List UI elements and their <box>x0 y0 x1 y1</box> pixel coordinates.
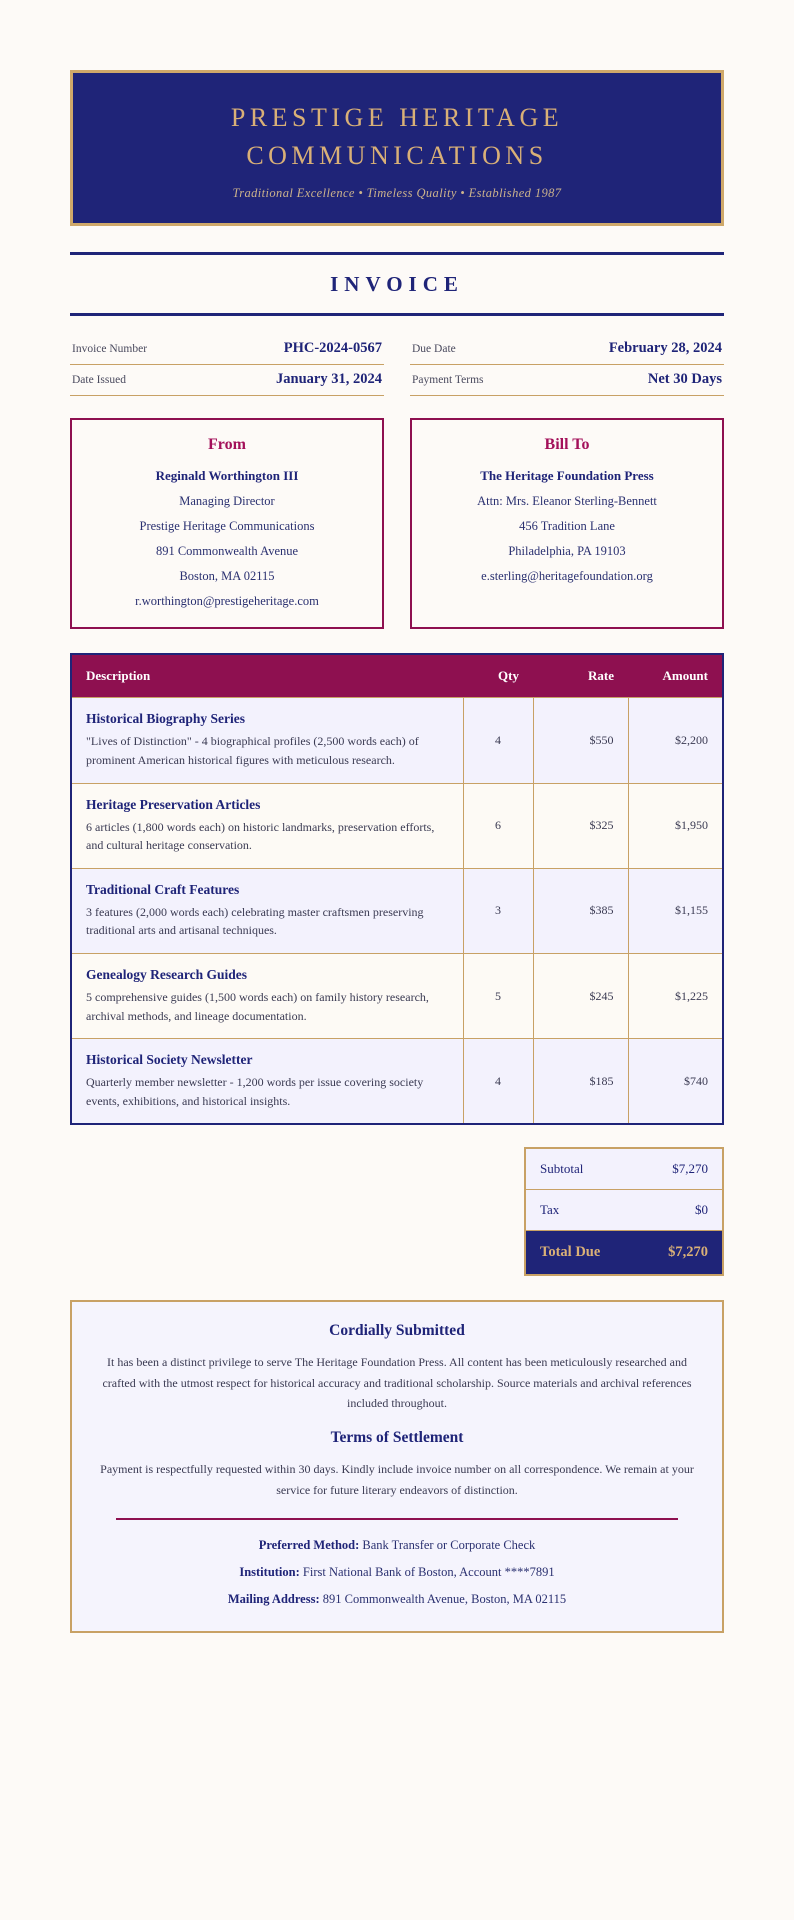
meta-row-invoice-number <box>70 334 384 365</box>
table-row <box>71 953 723 1038</box>
bill-to-email: e.sterling@heritagefoundation.org <box>481 569 653 584</box>
item-description-cell <box>71 783 463 868</box>
total-due-label: Total Due <box>540 1244 601 1261</box>
column-header-qty: Qty <box>463 654 533 698</box>
item-description-cell <box>71 868 463 953</box>
item-title: Historical Society Newsletter <box>86 1052 253 1068</box>
bill-to-line: Attn: Mrs. Eleanor Sterling-Bennett <box>477 494 657 509</box>
table-row <box>71 698 723 783</box>
totals-row-subtotal <box>526 1149 722 1190</box>
item-title: Genealogy Research Guides <box>86 966 247 982</box>
item-title: Traditional Craft Features <box>86 881 240 897</box>
payment-institution-line <box>94 1563 700 1582</box>
item-description: Quarterly member newsletter - 1,200 words per issue covering society events, exhibitions, and historical insights. <box>86 1075 424 1108</box>
from-line: Prestige Heritage Communications <box>139 519 315 534</box>
item-qty: 6 <box>463 783 533 868</box>
item-title: Heritage Preservation Articles <box>86 796 261 812</box>
bill-to-line: 456 Tradition Lane <box>519 519 615 534</box>
notes-heading: Cordially Submitted <box>329 1322 465 1340</box>
totals-section <box>70 1147 724 1276</box>
item-qty: 5 <box>463 953 533 1038</box>
meta-label: Payment Terms <box>412 374 484 387</box>
item-rate: $245 <box>533 953 628 1038</box>
item-title: Historical Biography Series <box>86 711 245 727</box>
meta-value: February 28, 2024 <box>608 340 722 357</box>
payment-institution-label: Institution: <box>239 1565 300 1580</box>
company-name: PRESTIGE HERITAGE COMMUNICATIONS <box>230 103 564 170</box>
item-description: "Lives of Distinction" - 4 biographical profiles (2,500 words each) of prominent American historical figures with meticulous research. <box>86 734 419 767</box>
from-line: Managing Director <box>179 494 275 509</box>
terms-body: Payment is respectfully requested within 30 days. Kindly include invoice number on all correspondence. We remain at your service for future literary endeavors of distinction. <box>100 1462 694 1497</box>
meta-value: Net 30 Days <box>647 371 722 388</box>
invoice-meta-left-column <box>70 334 384 396</box>
meta-label: Date Issued <box>72 374 126 387</box>
item-amount: $2,200 <box>628 698 723 783</box>
column-header-amount: Amount <box>628 654 723 698</box>
footer-notes <box>70 1300 724 1632</box>
bill-to-heading: Bill To <box>544 436 590 454</box>
item-rate: $550 <box>533 698 628 783</box>
table-row <box>71 783 723 868</box>
invoice-meta-right-column <box>410 334 724 396</box>
item-description: 3 features (2,000 words each) celebrating master craftsmen preserving traditional arts and artisanal techniques. <box>86 904 424 938</box>
tax-label: Tax <box>540 1202 560 1218</box>
meta-label: Invoice Number <box>72 343 148 356</box>
company-tagline: Traditional Excellence • Timeless Quality • Established 1987 <box>232 186 562 201</box>
meta-label: Due Date <box>412 343 456 356</box>
line-items-body <box>71 698 723 1124</box>
item-amount: $1,155 <box>628 868 723 953</box>
payment-institution-value: First National Bank of Boston, Account ****7891 <box>302 1565 555 1580</box>
table-row <box>71 1039 723 1125</box>
notes-body: It has been a distinct privilege to serve The Heritage Foundation Press. All content has been meticulously researched and crafted with the utmost respect for historical accuracy and traditional scholarship. Source materials and archival references included throughout. <box>102 1355 692 1411</box>
subtotal-value: $7,270 <box>672 1161 708 1177</box>
item-description-cell <box>71 698 463 783</box>
payment-address-value: 891 Commonwealth Avenue, Boston, MA 02115 <box>322 1591 567 1606</box>
terms-heading: Terms of Settlement <box>330 1429 464 1447</box>
table-header-row <box>71 654 723 698</box>
line-items-table <box>70 653 724 1125</box>
total-due-value: $7,270 <box>668 1244 708 1261</box>
from-line: Boston, MA 02115 <box>179 569 275 584</box>
item-rate: $385 <box>533 868 628 953</box>
totals-row-tax <box>526 1190 722 1231</box>
from-name: Reginald Worthington III <box>155 468 299 484</box>
page-title: INVOICE <box>330 272 464 297</box>
totals-box <box>524 1147 724 1276</box>
item-rate: $325 <box>533 783 628 868</box>
item-amount: $740 <box>628 1039 723 1125</box>
payment-method-value: Bank Transfer or Corporate Check <box>362 1538 536 1553</box>
from-line: 891 Commonwealth Avenue <box>155 544 299 559</box>
item-amount: $1,225 <box>628 953 723 1038</box>
notes-divider <box>116 1518 678 1520</box>
payment-method-label: Preferred Method: <box>258 1538 360 1553</box>
payment-address-label: Mailing Address: <box>227 1591 320 1606</box>
item-qty: 4 <box>463 1039 533 1125</box>
item-description-cell <box>71 1039 463 1125</box>
meta-row-due-date <box>410 334 724 365</box>
invoice-meta <box>70 334 724 396</box>
bill-to-block <box>410 418 724 629</box>
item-description: 5 comprehensive guides (1,500 words each) on family history research, archival methods, and lineage documentation. <box>86 989 429 1023</box>
document-title-band <box>70 252 724 316</box>
totals-row-total-due <box>526 1231 722 1274</box>
item-qty: 4 <box>463 698 533 783</box>
bill-to-line: Philadelphia, PA 19103 <box>508 544 626 559</box>
tax-value: $0 <box>695 1202 708 1218</box>
meta-row-payment-terms <box>410 365 724 396</box>
table-row <box>71 868 723 953</box>
column-header-rate: Rate <box>533 654 628 698</box>
bill-to-name: The Heritage Foundation Press <box>480 468 654 484</box>
item-description: 6 articles (1,800 words each) on historic landmarks, preservation efforts, and cultural heritage conservation. <box>86 819 435 853</box>
from-heading: From <box>208 436 246 454</box>
item-amount: $1,950 <box>628 783 723 868</box>
payment-address-line <box>94 1590 700 1609</box>
item-qty: 3 <box>463 868 533 953</box>
meta-value: PHC-2024-0567 <box>283 340 382 357</box>
from-email: r.worthington@prestigeheritage.com <box>135 594 319 609</box>
meta-value: January 31, 2024 <box>276 371 382 388</box>
company-masthead <box>70 70 724 226</box>
line-items-header <box>71 654 723 698</box>
from-block <box>70 418 384 629</box>
item-rate: $185 <box>533 1039 628 1125</box>
payment-method-line <box>94 1536 700 1555</box>
item-description-cell <box>71 953 463 1038</box>
subtotal-label: Subtotal <box>540 1161 584 1177</box>
column-header-description: Description <box>71 654 463 698</box>
meta-row-date-issued <box>70 365 384 396</box>
party-blocks <box>70 418 724 629</box>
